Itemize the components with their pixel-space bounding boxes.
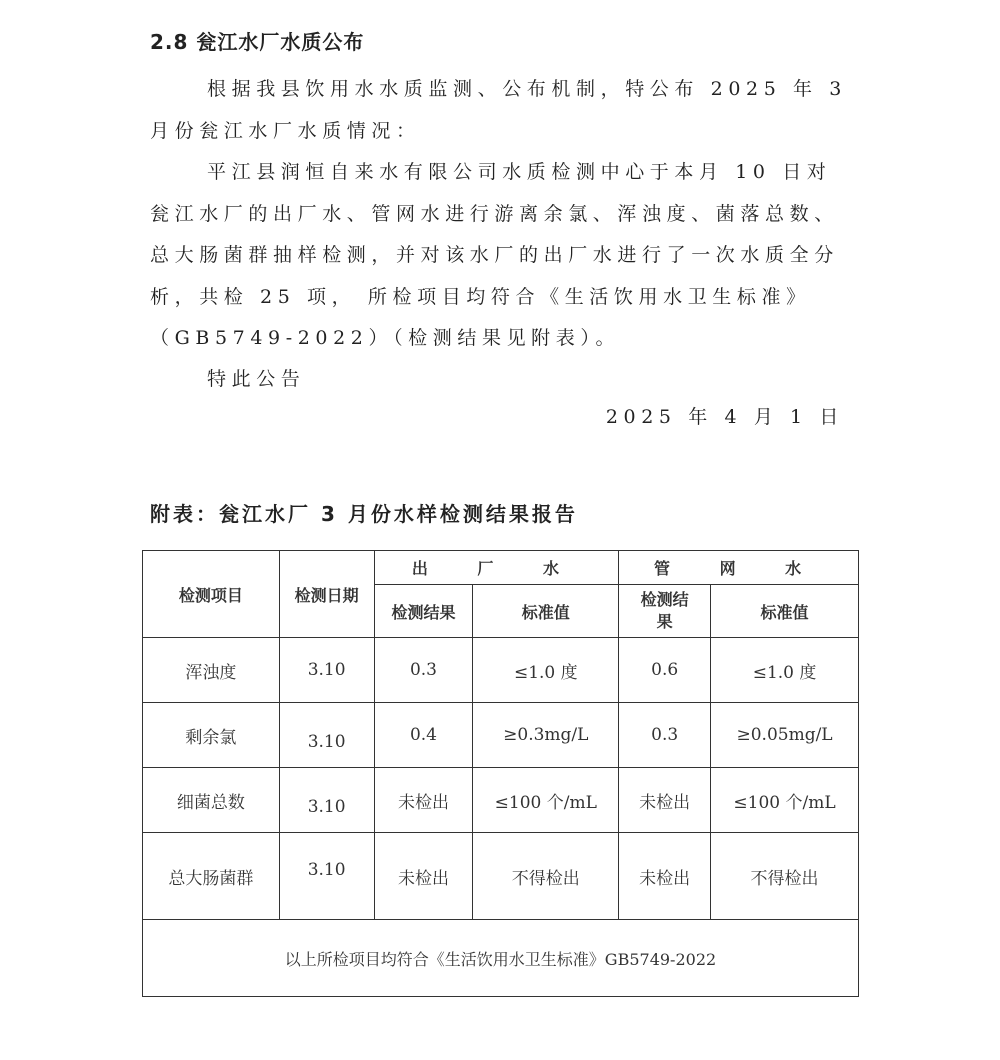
cell-item: 细菌总数: [143, 768, 280, 833]
cell-outlet-standard: ≤100 个/mL: [473, 768, 619, 833]
header-date: 检测日期: [279, 551, 374, 638]
table-row: [143, 703, 859, 768]
notice-date: 2025 年 4 月 1 日: [605, 406, 844, 428]
cell-outlet-result: 未检出: [374, 833, 473, 920]
notice-paragraph-intro: 根据我县饮用水水质监测、公布机制，特公布 2025 年 3 月份瓮江水厂水质情况：: [150, 78, 847, 142]
cell-network-standard: ≤100 个/mL: [711, 768, 859, 833]
cell-network-result: 未检出: [619, 768, 711, 833]
cell-item: 剩余氯: [143, 703, 280, 768]
notice-paragraph-details: 平江县润恒自来水有限公司水质检测中心于本月 10 日对瓮江水厂的出厂水、管网水进行游离余氯、浑浊度、菌落总数、总大肠菌群抽样检测，并对该水厂的出厂水进行了一次水质全分析，共检 25 项， 所检项目均符合《生活饮用水卫生标准》（GB5749-2022）（检测结果见附表）。: [150, 161, 839, 349]
table-row: [143, 638, 859, 703]
header-outlet-result: 检测结果: [374, 585, 473, 638]
header-outlet-standard: 标准值: [473, 585, 619, 638]
cell-network-standard: 不得检出: [711, 833, 859, 920]
cell-outlet-standard: ≥0.3mg/L: [473, 703, 619, 768]
cell-outlet-standard: 不得检出: [473, 833, 619, 920]
cell-item: 总大肠菌群: [143, 833, 280, 920]
table-note: 以上所检项目均符合《生活饮用水卫生标准》GB5749-2022: [143, 920, 859, 997]
cell-network-result: 未检出: [619, 833, 711, 920]
header-group-outlet: 出 厂 水: [374, 551, 619, 585]
table-note-row: [143, 920, 859, 997]
header-group-network: 管 网 水: [619, 551, 859, 585]
cell-outlet-result: 0.3: [374, 638, 473, 703]
section-title: 2.8 瓮江水厂水质公布: [150, 30, 365, 54]
results-table: [142, 550, 859, 997]
cell-date: 3.10: [279, 638, 374, 703]
notice-closing: 特此公告: [207, 368, 306, 390]
table-row: [143, 768, 859, 833]
cell-date: 3.10: [279, 768, 374, 833]
cell-network-result: 0.3: [619, 703, 711, 768]
cell-network-standard: ≥0.05mg/L: [711, 703, 859, 768]
cell-outlet-standard: ≤1.0 度: [473, 638, 619, 703]
cell-date: 3.10: [279, 703, 374, 768]
table-row: [143, 833, 859, 920]
table-title: 附表：瓮江水厂 3 月份水样检测结果报告: [150, 502, 578, 526]
cell-outlet-result: 0.4: [374, 703, 473, 768]
header-network-standard: 标准值: [711, 585, 859, 638]
cell-date: 3.10: [279, 833, 374, 920]
table-header-row: [143, 551, 859, 585]
cell-item: 浑浊度: [143, 638, 280, 703]
cell-outlet-result: 未检出: [374, 768, 473, 833]
cell-network-result: 0.6: [619, 638, 711, 703]
header-item: 检测项目: [143, 551, 280, 638]
cell-network-standard: ≤1.0 度: [711, 638, 859, 703]
header-network-result: 检测结果: [619, 585, 711, 638]
